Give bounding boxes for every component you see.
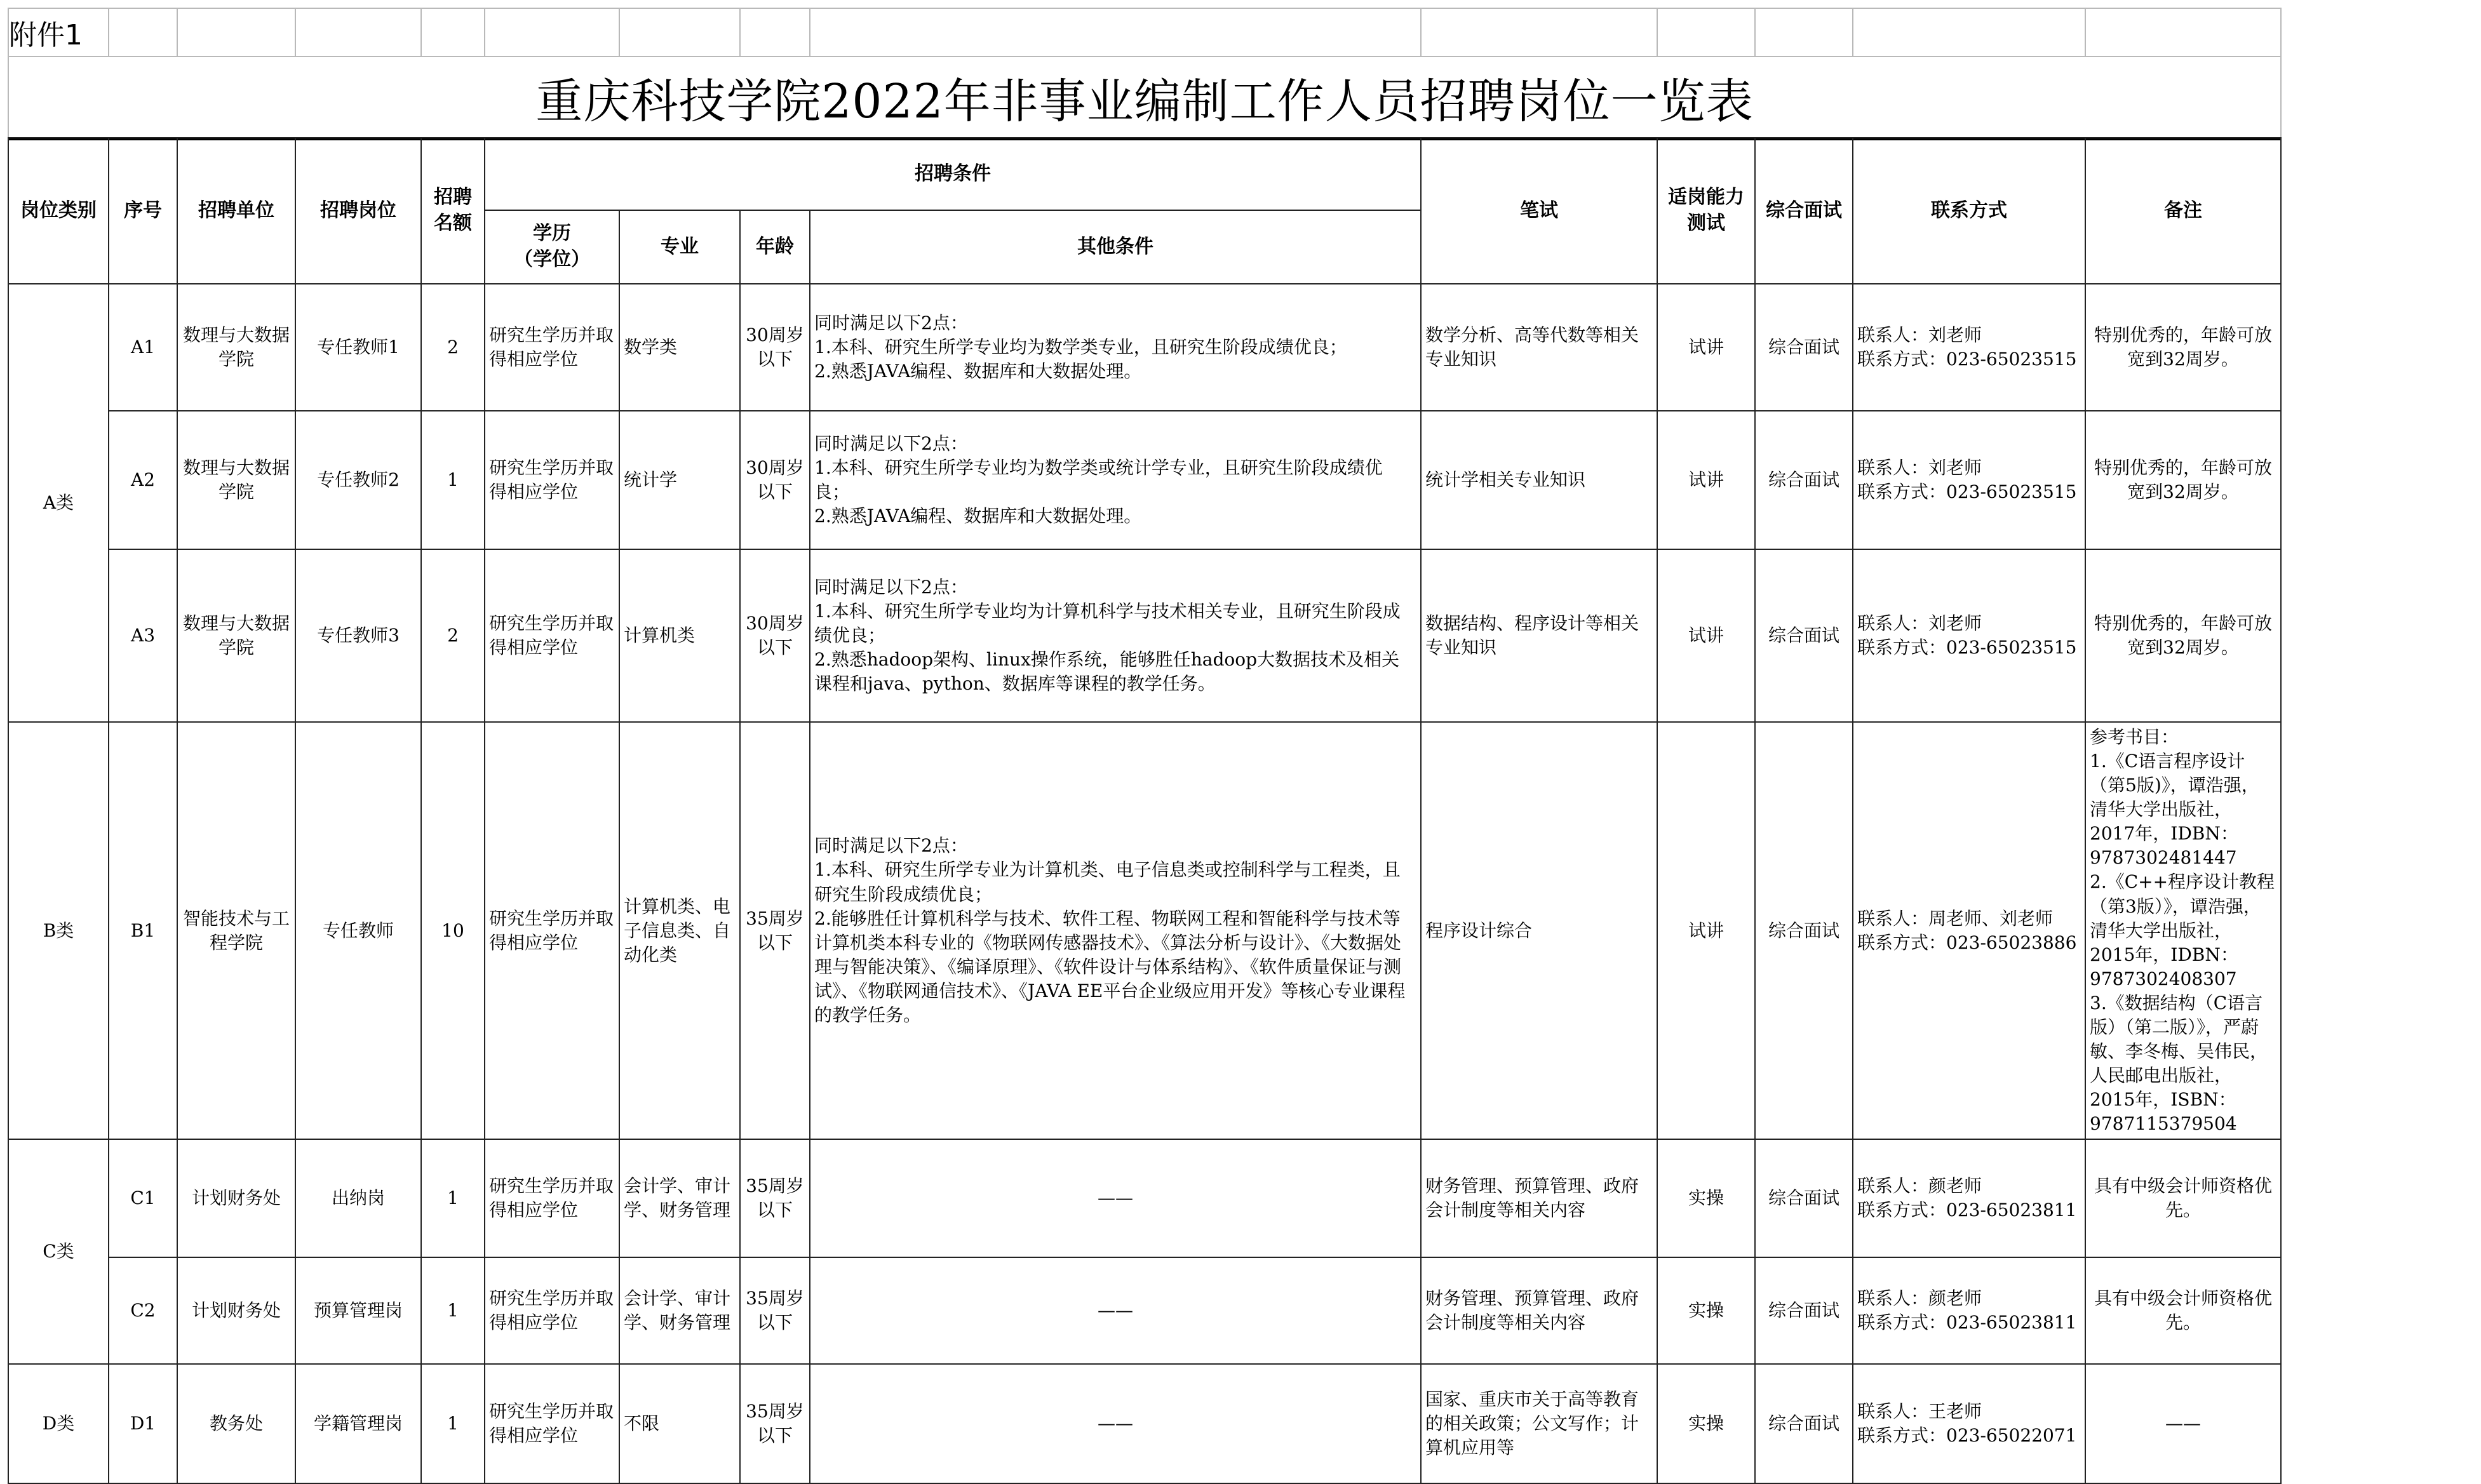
major-cell: 计算机类 [619,549,740,722]
edu-cell: 研究生学历并取得相应学位 [485,549,619,722]
header-edu-line2: （学位） [514,248,590,271]
other-conditions-cell-line: 同时满足以下2点： [814,835,968,857]
table-row [8,284,2281,411]
written-cell: 数学分析、高等代数等相关专业知识 [1421,284,1657,411]
header-aptitude [1657,138,1755,284]
recruitment-table [8,137,2282,1484]
header-unit: 招聘单位 [177,138,295,284]
seq-cell: D1 [109,1364,177,1483]
header-quota [421,138,485,284]
aptitude-cell: 实操 [1657,1364,1755,1483]
quota-cell: 1 [421,1364,485,1483]
header-conditions: 招聘条件 [485,138,1421,210]
header-written: 笔试 [1421,138,1657,284]
written-cell: 国家、重庆市关于高等教育的相关政策；公文写作；计算机应用等 [1421,1364,1657,1483]
remarks-cell [2085,1139,2281,1257]
unit-cell: 数理与大数据学院 [177,411,295,549]
other-conditions-cell-line: 同时满足以下2点： [814,576,968,598]
remarks-cell [2085,1364,2281,1483]
edu-cell: 研究生学历并取得相应学位 [485,411,619,549]
header-quota-line2: 名额 [434,212,472,234]
table-row [8,549,2281,722]
annex-label: 附件1 [8,8,109,57]
remarks-cell-line: 特别优秀的，年龄可放宽到32周岁。 [2094,324,2272,370]
table-row [8,1364,2281,1483]
header-major: 专业 [619,210,740,284]
contact-cell [1853,284,2085,411]
other-conditions-cell-line: 2.熟悉JAVA编程、数据库和大数据处理。 [814,505,1142,527]
major-cell: 计算机类、电子信息类、自动化类 [619,722,740,1139]
other-conditions-cell-line: —— [1098,1300,1133,1321]
remarks-cell-line: 特别优秀的，年龄可放宽到32周岁。 [2094,457,2272,502]
seq-cell: A1 [109,284,177,411]
remarks-cell [2085,284,2281,411]
other-conditions-cell-line: —— [1098,1413,1133,1434]
contact-cell [1853,1364,2085,1483]
age-cell: 35周岁以下 [740,1364,810,1483]
major-cell: 会计学、审计学、财务管理 [619,1139,740,1257]
title-cell [8,57,2281,140]
table-row [8,1257,2281,1364]
age-cell: 30周岁以下 [740,411,810,549]
interview-cell: 综合面试 [1755,722,1853,1139]
aptitude-cell: 试讲 [1657,411,1755,549]
header-aptitude-line2: 测试 [1687,212,1725,234]
unit-cell: 智能技术与工程学院 [177,722,295,1139]
contact-cell-line: 联系人：颜老师 [1857,1175,1982,1197]
other-conditions-cell-line: 1.本科、研究生所学专业均为数学类或统计学专业，且研究生阶段成绩优良； [814,457,1383,502]
interview-cell: 综合面试 [1755,411,1853,549]
other-conditions-cell [810,1139,1421,1257]
contact-cell-line: 联系人：王老师 [1857,1401,1982,1422]
age-cell: 35周岁以下 [740,1257,810,1364]
remarks-cell-line: 具有中级会计师资格优先。 [2094,1288,2272,1334]
seq-cell: B1 [109,722,177,1139]
contact-cell [1853,549,2085,722]
edu-cell: 研究生学历并取得相应学位 [485,284,619,411]
unit-cell: 数理与大数据学院 [177,284,295,411]
written-cell: 程序设计综合 [1421,722,1657,1139]
post-cell: 专任教师3 [295,549,421,722]
contact-cell-line: 联系人：颜老师 [1857,1288,1982,1309]
aptitude-cell: 试讲 [1657,722,1755,1139]
quota-cell: 2 [421,549,485,722]
remarks-cell-line: 3.《数据结构（C语言版）（第二版）》，严蔚敏、李冬梅、吴伟民，人民邮电出版社，2015年，ISBN：9787115379504 [2090,992,2268,1135]
major-cell: 会计学、审计学、财务管理 [619,1257,740,1364]
remarks-cell [2085,722,2281,1139]
seq-cell: A2 [109,411,177,549]
table-body [8,284,2281,1483]
remarks-cell-line: 参考书目： [2090,726,2179,747]
quota-cell: 2 [421,284,485,411]
seq-cell: A3 [109,549,177,722]
header-age: 年龄 [740,210,810,284]
contact-cell-line: 联系人：刘老师 [1857,457,1982,478]
other-conditions-cell-line: 2.熟悉hadoop架构、linux操作系统，能够胜任hadoop大数据技术及相关课程和java、python、数据库等课程的教学任务。 [814,649,1400,695]
written-cell: 数据结构、程序设计等相关专业知识 [1421,549,1657,722]
seq-cell: C2 [109,1257,177,1364]
contact-cell-line: 联系方式：023-65023515 [1857,481,2077,502]
edu-cell: 研究生学历并取得相应学位 [485,1257,619,1364]
header-remarks: 备注 [2085,138,2281,284]
contact-cell-line: 联系人：刘老师 [1857,324,1982,345]
table-row [8,1139,2281,1257]
contact-cell-line: 联系方式：023-65023886 [1857,932,2077,953]
remarks-cell-line: 特别优秀的，年龄可放宽到32周岁。 [2094,612,2272,658]
header-edu [485,210,619,284]
aptitude-cell: 实操 [1657,1257,1755,1364]
unit-cell: 计划财务处 [177,1139,295,1257]
interview-cell: 综合面试 [1755,549,1853,722]
contact-cell-line: 联系人：周老师、刘老师 [1857,907,2054,929]
quota-cell: 10 [421,722,485,1139]
header-edu-line1: 学历 [533,222,571,245]
other-conditions-cell-line: 1.本科、研究生所学专业均为计算机科学与技术相关专业，且研究生阶段成绩优良； [814,600,1401,646]
interview-cell: 综合面试 [1755,1364,1853,1483]
category-cell: D类 [8,1364,109,1483]
quota-cell: 1 [421,1257,485,1364]
header-seq: 序号 [109,138,177,284]
remarks-cell [2085,1257,2281,1364]
other-conditions-cell [810,284,1421,411]
aptitude-cell: 实操 [1657,1139,1755,1257]
contact-cell-line: 联系人：刘老师 [1857,612,1982,634]
other-conditions-cell [810,722,1421,1139]
major-cell: 数学类 [619,284,740,411]
table-row [8,722,2281,1139]
interview-cell: 综合面试 [1755,1139,1853,1257]
contact-cell-line: 联系方式：023-65023811 [1857,1200,2077,1221]
contact-cell [1853,1139,2085,1257]
other-conditions-cell-line: 同时满足以下2点： [814,312,968,333]
other-conditions-cell-line: 2.熟悉JAVA编程、数据库和大数据处理。 [814,361,1142,382]
remarks-cell-line: —— [2165,1413,2201,1434]
edu-cell: 研究生学历并取得相应学位 [485,1364,619,1483]
quota-cell: 1 [421,411,485,549]
other-conditions-cell [810,1257,1421,1364]
other-conditions-cell-line: —— [1098,1187,1133,1209]
age-cell: 30周岁以下 [740,284,810,411]
post-cell: 专任教师 [295,722,421,1139]
post-cell: 出纳岗 [295,1139,421,1257]
header-contact: 联系方式 [1853,138,2085,284]
post-cell: 专任教师1 [295,284,421,411]
major-cell: 统计学 [619,411,740,549]
page-title: 重庆科技学院2022年非事业编制工作人员招聘岗位一览表 [535,74,1754,129]
other-conditions-cell [810,411,1421,549]
table-row [8,411,2281,549]
header-post: 招聘岗位 [295,138,421,284]
age-cell: 35周岁以下 [740,1139,810,1257]
contact-cell [1853,411,2085,549]
contact-cell-line: 联系方式：023-65022071 [1857,1425,2077,1447]
other-conditions-cell-line: 同时满足以下2点： [814,432,968,454]
unit-cell: 计划财务处 [177,1257,295,1364]
interview-cell: 综合面试 [1755,1257,1853,1364]
written-cell: 统计学相关专业知识 [1421,411,1657,549]
remarks-cell [2085,549,2281,722]
contact-cell-line: 联系方式：023-65023811 [1857,1312,2077,1334]
category-cell: C类 [8,1139,109,1364]
aptitude-cell: 试讲 [1657,549,1755,722]
remarks-cell-line: 具有中级会计师资格优先。 [2094,1175,2272,1221]
major-cell: 不限 [619,1364,740,1483]
other-conditions-cell-line: 2.能够胜任计算机科学与技术、软件工程、物联网工程和智能科学与技术等计算机类本科专业的《物联网传感器技术》、《算法分析与设计》、《大数据处理与智能决策》、《编译原理》、《软件设计与体系结构》、《软件质量保证与测试》、《物联网通信技术》、《JAVA EE平台企业级应用开发》等核心专业课程的教学任务。 [814,907,1406,1026]
written-cell: 财务管理、预算管理、政府会计制度等相关内容 [1421,1139,1657,1257]
other-conditions-cell-line: 1.本科、研究生所学专业为计算机类、电子信息类或控制科学与工程类，且研究生阶段成绩优良； [814,859,1401,905]
header-quota-line1: 招聘 [434,186,472,209]
contact-cell-line: 联系方式：023-65023515 [1857,349,2077,370]
remarks-cell-line: 1.《C语言程序设计（第5版)》，谭浩强，清华大学出版社，2017年，IDBN：9787302481447 [2090,751,2259,869]
post-cell: 预算管理岗 [295,1257,421,1364]
written-cell: 财务管理、预算管理、政府会计制度等相关内容 [1421,1257,1657,1364]
age-cell: 30周岁以下 [740,549,810,722]
unit-cell: 数理与大数据学院 [177,549,295,722]
interview-cell: 综合面试 [1755,284,1853,411]
edu-cell: 研究生学历并取得相应学位 [485,1139,619,1257]
contact-cell [1853,722,2085,1139]
other-conditions-cell [810,549,1421,722]
edu-cell: 研究生学历并取得相应学位 [485,722,619,1139]
other-conditions-cell [810,1364,1421,1483]
quota-cell: 1 [421,1139,485,1257]
category-cell: A类 [8,284,109,722]
post-cell: 专任教师2 [295,411,421,549]
sheet-header-grid [8,8,2282,140]
remarks-cell [2085,411,2281,549]
header-aptitude-line1: 适岗能力 [1668,186,1744,209]
header-other: 其他条件 [810,210,1421,284]
contact-cell [1853,1257,2085,1364]
header-interview: 综合面试 [1755,138,1853,284]
age-cell: 35周岁以下 [740,722,810,1139]
unit-cell: 教务处 [177,1364,295,1483]
remarks-cell-line: 2.《C++程序设计教程（第3版）》，谭浩强，清华大学出版社，2015年，IDBN：9787302408307 [2090,871,2275,989]
header-category: 岗位类别 [8,138,109,284]
other-conditions-cell-line: 1.本科、研究生所学专业均为数学类专业，且研究生阶段成绩优良； [814,336,1347,358]
contact-cell-line: 联系方式：023-65023515 [1857,637,2077,658]
aptitude-cell: 试讲 [1657,284,1755,411]
post-cell: 学籍管理岗 [295,1364,421,1483]
category-cell: B类 [8,722,109,1139]
seq-cell: C1 [109,1139,177,1257]
